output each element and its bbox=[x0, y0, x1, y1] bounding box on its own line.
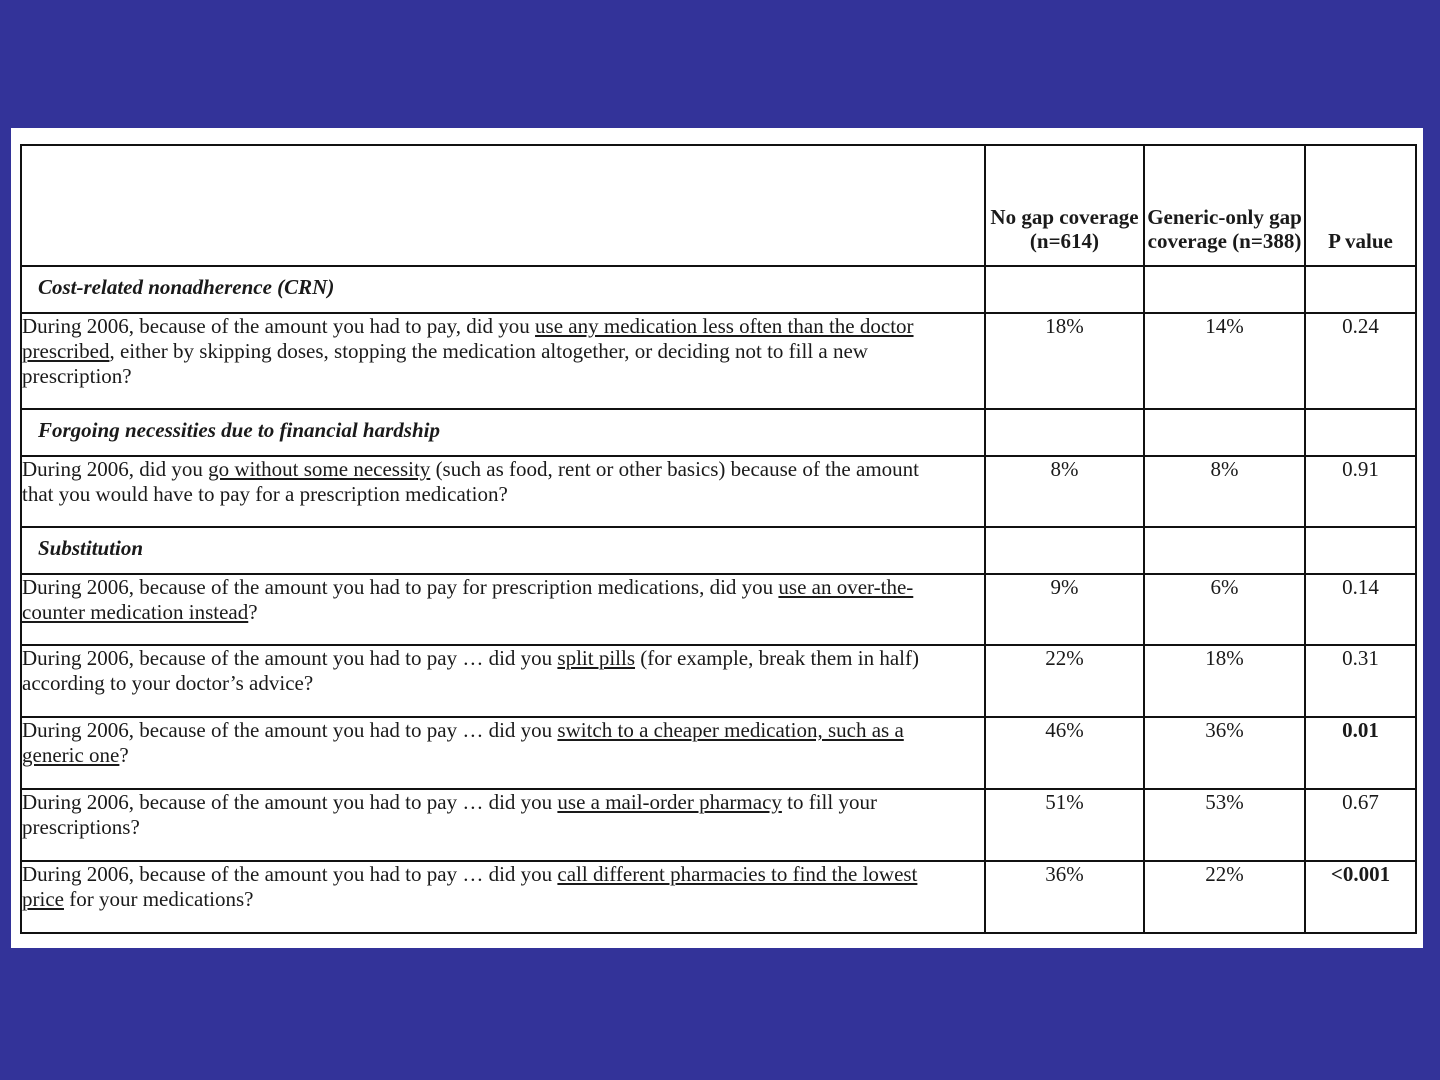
section-row bbox=[21, 266, 1416, 313]
no-gap-value: 8% bbox=[985, 456, 1144, 527]
table-row bbox=[21, 789, 1416, 861]
section-row bbox=[21, 409, 1416, 456]
question-cell: During 2006, did you go without some necessity (such as food, rent or other basics) because of the amount that you would have to pay for a prescription medication? bbox=[21, 456, 985, 527]
section-row bbox=[21, 527, 1416, 574]
no-gap-value: 46% bbox=[985, 717, 1144, 789]
header-no-gap: No gap coverage (n=614) bbox=[985, 145, 1144, 266]
p-value: 0.31 bbox=[1305, 645, 1416, 717]
p-value: 0.24 bbox=[1305, 313, 1416, 409]
header-p-value: P value bbox=[1305, 145, 1416, 266]
question-cell: During 2006, because of the amount you had to pay … did you call different pharmacies to find the lowest price for your medications? bbox=[21, 861, 985, 933]
p-value: <0.001 bbox=[1305, 861, 1416, 933]
table-header-row bbox=[21, 145, 1416, 266]
p-value: 0.01 bbox=[1305, 717, 1416, 789]
question-cell: During 2006, because of the amount you had to pay, did you use any medication less often than the doctor prescribed, either by skipping doses, stopping the medication altogether, or deciding not to fill a new prescription? bbox=[21, 313, 985, 409]
p-value: 0.91 bbox=[1305, 456, 1416, 527]
question-cell: During 2006, because of the amount you had to pay … did you switch to a cheaper medication, such as a generic one? bbox=[21, 717, 985, 789]
generic-gap-value: 53% bbox=[1144, 789, 1305, 861]
generic-gap-value: 6% bbox=[1144, 574, 1305, 645]
no-gap-value: 9% bbox=[985, 574, 1144, 645]
slide-panel bbox=[11, 128, 1423, 948]
no-gap-value: 51% bbox=[985, 789, 1144, 861]
question-cell: During 2006, because of the amount you had to pay … did you use a mail-order pharmacy to fill your prescriptions? bbox=[21, 789, 985, 861]
table-row bbox=[21, 645, 1416, 717]
header-generic-gap: Generic-only gap coverage (n=388) bbox=[1144, 145, 1305, 266]
question-cell: During 2006, because of the amount you had to pay for prescription medications, did you use an over-the-counter medication instead? bbox=[21, 574, 985, 645]
generic-gap-value: 18% bbox=[1144, 645, 1305, 717]
no-gap-value: 36% bbox=[985, 861, 1144, 933]
results-table bbox=[20, 144, 1417, 934]
question-cell: During 2006, because of the amount you had to pay … did you split pills (for example, break them in half) according to your doctor’s advice? bbox=[21, 645, 985, 717]
section-title: Forgoing necessities due to financial hardship bbox=[21, 409, 985, 456]
header-question bbox=[21, 145, 985, 266]
table-row bbox=[21, 717, 1416, 789]
table-row bbox=[21, 456, 1416, 527]
table-row bbox=[21, 313, 1416, 409]
p-value: 0.67 bbox=[1305, 789, 1416, 861]
generic-gap-value: 8% bbox=[1144, 456, 1305, 527]
table-row bbox=[21, 574, 1416, 645]
section-title: Cost-related nonadherence (CRN) bbox=[21, 266, 985, 313]
generic-gap-value: 14% bbox=[1144, 313, 1305, 409]
p-value: 0.14 bbox=[1305, 574, 1416, 645]
section-title: Substitution bbox=[21, 527, 985, 574]
no-gap-value: 18% bbox=[985, 313, 1144, 409]
no-gap-value: 22% bbox=[985, 645, 1144, 717]
table-row bbox=[21, 861, 1416, 933]
generic-gap-value: 36% bbox=[1144, 717, 1305, 789]
generic-gap-value: 22% bbox=[1144, 861, 1305, 933]
